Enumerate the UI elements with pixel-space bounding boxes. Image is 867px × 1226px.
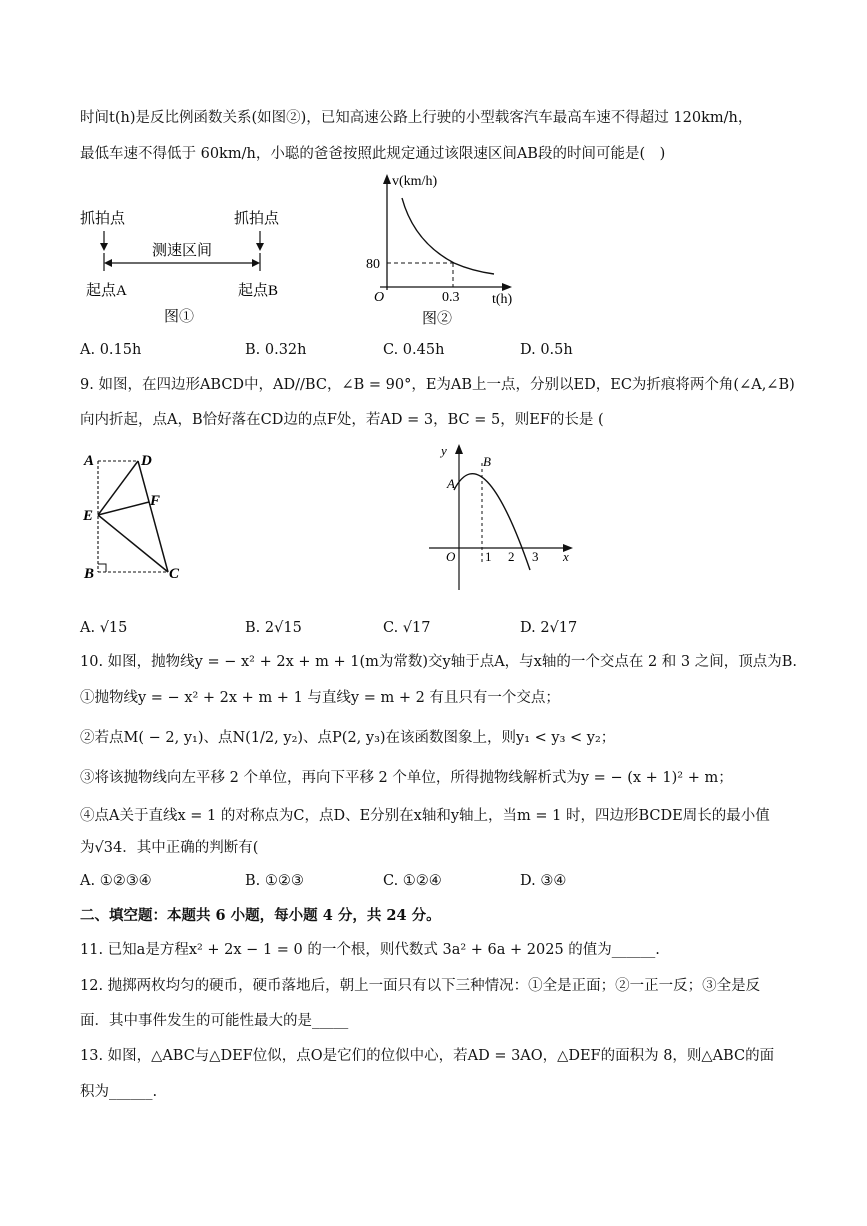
q8-option-d: D. 0.5h	[520, 342, 573, 358]
axis-label-x: x	[563, 549, 569, 564]
capture-point-left: 抓拍点	[80, 211, 126, 227]
figure-speed-zone	[80, 205, 300, 330]
q10-statement-4: ④点A关于直线x = 1 的对称点为C，点D、E分别在x轴和y轴上，当m = 1 时，四边形BCDE周长的最小值	[80, 808, 770, 824]
vertex-f: F	[150, 493, 161, 509]
vertex-b: B	[84, 566, 95, 582]
q10-line1: 10. 如图，抛物线y = − x² + 2x + m + 1(m为常数)交y轴于点A，与x轴的一个交点在 2 和 3 之间，顶点为B.	[80, 654, 798, 670]
q9-option-c: C. √17	[383, 620, 431, 636]
q8-option-a: A. 0.15h	[80, 342, 142, 358]
q12-line1: 12. 抛掷两枚均匀的硬币，硬币落地后，朝上一面只有以下三种情况：①全是正面；②一正一反；③全是反	[80, 978, 761, 994]
capture-point-right: 抓拍点	[234, 211, 280, 227]
axis-label-v: v(km/h)	[392, 174, 438, 189]
tick-label-0.3: 0.3	[442, 290, 460, 305]
figure-inverse-graph	[362, 170, 522, 330]
q8-option-c: C. 0.45h	[383, 342, 445, 358]
q9-line1: 9. 如图，在四边形ABCD中，AD//BC，∠B = 90°，E为AB上一点，分别以ED，EC为折痕将两个角(∠A,∠B)	[80, 377, 795, 393]
axis-label-t: t(h)	[492, 292, 513, 307]
q9-option-a: A. √15	[80, 620, 128, 636]
q10-statement-3: ③将该抛物线向左平移 2 个单位，再向下平移 2 个单位，所得抛物线解析式为y = − (x + 1)² + m；	[80, 770, 733, 786]
vertex-c: C	[169, 566, 180, 582]
q11: 11. 已知a是方程x² + 2x − 1 = 0 的一个根，则代数式 3a² + 6a + 2025 的值为______.	[80, 942, 660, 958]
q8-option-b: B. 0.32h	[245, 342, 307, 358]
tick-label-2: 2	[508, 549, 515, 564]
q13-line2: 积为______.	[80, 1084, 158, 1100]
q9-option-d: D. 2√17	[520, 620, 578, 636]
start-point-b: 起点B	[238, 283, 279, 299]
q12-line2: 面．其中事件发生的可能性最大的是_____	[80, 1013, 349, 1029]
tick-label-80: 80	[366, 257, 380, 272]
axis-label-y: y	[441, 443, 447, 458]
q10-option-d: D. ③④	[520, 873, 567, 889]
section-heading: 二、填空题：本题共 6 小题，每小题 4 分，共 24 分。	[80, 907, 441, 924]
q10-statement-5: 为√34．其中正确的判断有(	[80, 840, 259, 856]
start-point-a: 起点A	[86, 283, 127, 299]
q8-line2: 最低车速不得低于 60km/h，小聪的爸爸按照此规定通过该限速区间AB段的时间可能是( )	[80, 146, 666, 162]
vertex-e: E	[83, 508, 94, 524]
tick-label-3: 3	[532, 549, 539, 564]
q10-option-c: C. ①②④	[383, 873, 442, 889]
q10-statement-2: ②若点M( − 2, y₁)、点N(1/2, y₂)、点P(2, y₃)在该函数图象上，则y₁ < y₃ < y₂；	[80, 730, 616, 746]
vertex-label-b: B	[483, 454, 491, 469]
q13-line1: 13. 如图，△ABC与△DEF位似，点O是它们的位似中心，若AD = 3AO，△DEF的面积为 8，则△ABC的面	[80, 1048, 775, 1064]
q8-line1: 时间t(h)是反比例函数关系(如图②)，已知高速公路上行驶的小型载客汽车最高车速不得超过 120km/h，	[80, 110, 753, 126]
vertex-d: D	[141, 453, 152, 469]
figure-2-caption: 图②	[422, 311, 453, 327]
figure-1-caption: 图①	[164, 309, 195, 325]
figure-quadrilateral	[80, 445, 195, 585]
speed-zone-label: 测速区间	[152, 243, 213, 259]
q9-option-b: B. 2√15	[245, 620, 302, 636]
origin-label: O	[446, 549, 456, 564]
figure-parabola	[425, 440, 580, 595]
q10-option-a: A. ①②③④	[80, 873, 152, 889]
q10-option-b: B. ①②③	[245, 873, 304, 889]
q10-statement-1: ①抛物线y = − x² + 2x + m + 1 与直线y = m + 2 有且只有一个交点；	[80, 690, 560, 706]
origin-label: O	[374, 290, 385, 305]
point-label-a: A	[447, 476, 455, 491]
vertex-a: A	[84, 453, 95, 469]
q9-line2: 向内折起，点A，B恰好落在CD边的点F处，若AD = 3，BC = 5，则EF的长是 (	[80, 412, 604, 428]
tick-label-1: 1	[485, 549, 492, 564]
